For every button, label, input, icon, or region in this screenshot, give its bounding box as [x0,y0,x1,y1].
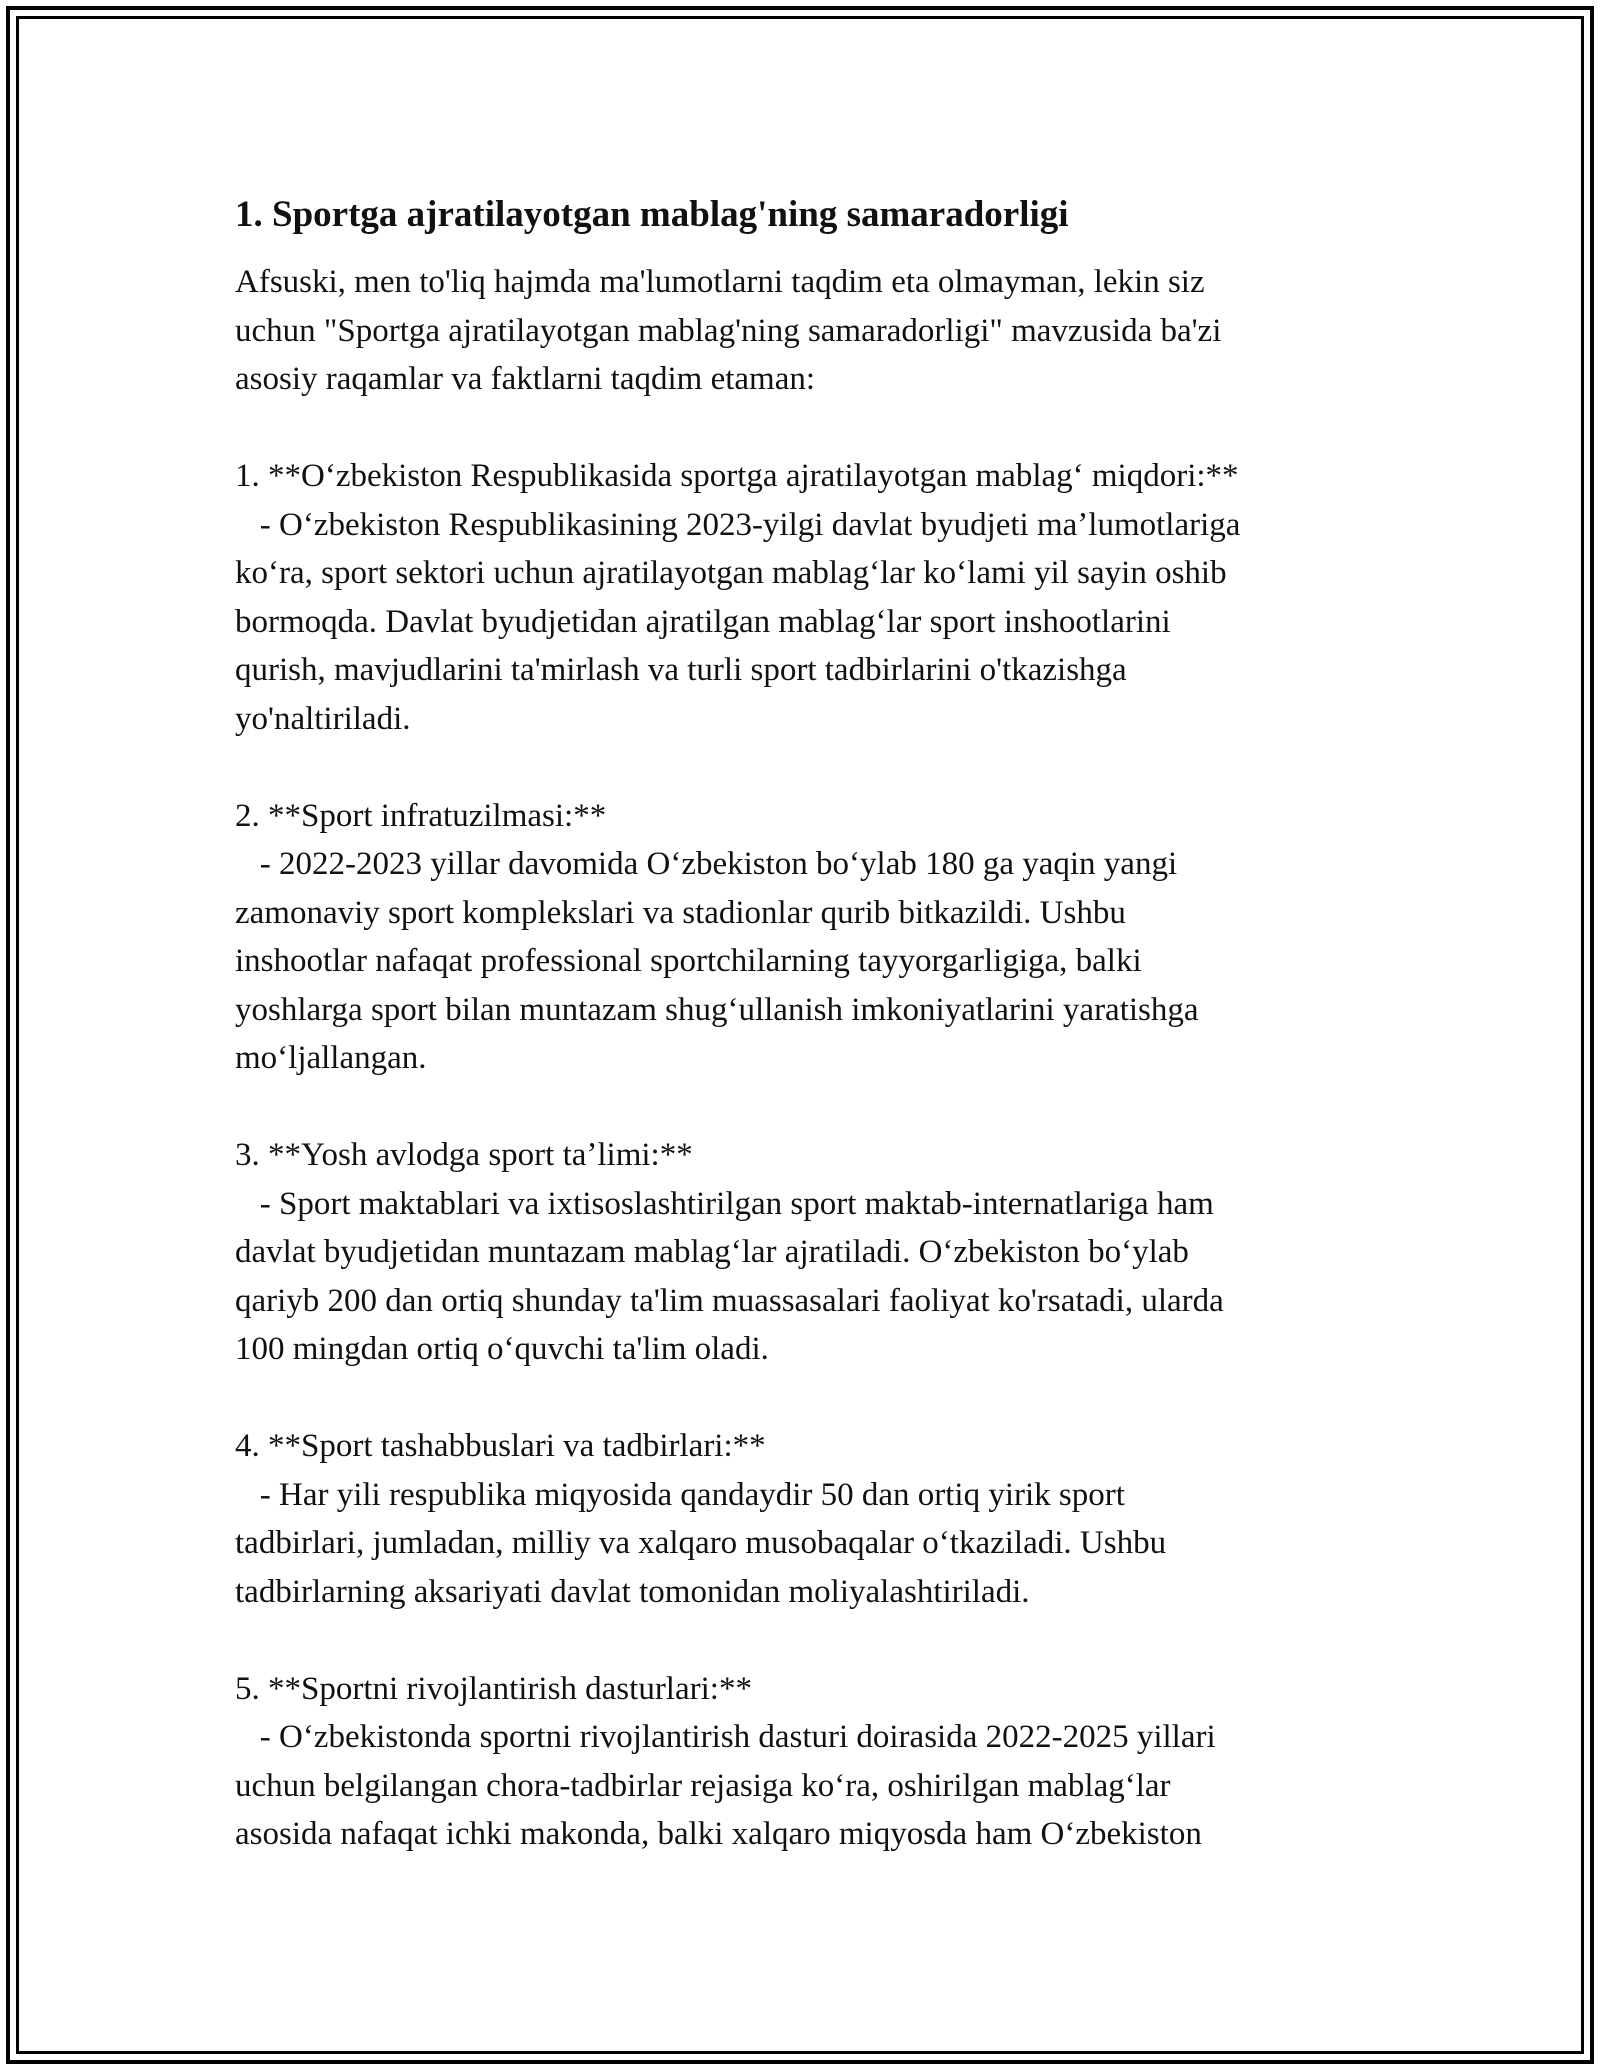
body-line: moʻljallangan. [235,1040,427,1076]
list-item-body [235,1180,1365,1374]
body-line: inshootlar nafaqat professional sportchilarning tayyorgarligiga, balki [235,943,1142,979]
list-item-title: 5. **Sportni rivojlantirish dasturlari:** [235,1670,752,1707]
body-line: tadbirlari, jumladan, milliy va xalqaro musobaqalar oʻtkaziladi. Ushbu [235,1525,1167,1561]
list-item-4 [235,1422,1365,1616]
body-line: yoshlarga sport bilan muntazam shugʻullanish imkoniyatlarini yaratishga [235,991,1199,1028]
list-item-body [235,840,1365,1083]
intro-line: uchun "Sportga ajratilayotgan mablag'ning samaradorligi" mavzusida ba'zi [235,312,1222,349]
body-line: - 2022-2023 yillar davomida Oʻzbekiston boʻylab 180 ga yaqin yangi [235,846,1178,882]
document-heading: 1. Sportga ajratilayotgan mablag'ning samaradorligi [235,194,1069,235]
body-line: - Oʻzbekistonda sportni rivojlantirish dasturi doirasida 2022-2025 yillari [235,1719,1216,1755]
intro-line: asosiy raqamlar va faktlarni taqdim etaman: [235,361,816,397]
body-line: tadbirlarning aksariyati davlat tomonidan moliyalashtiriladi. [235,1573,1030,1610]
body-line: davlat byudjetidan muntazam mablagʻlar ajratiladi. Oʻzbekiston boʻylab [235,1234,1189,1270]
list-item-title: 2. **Sport infratuzilmasi:** [235,797,607,834]
list-item-body [235,1713,1365,1859]
document-page [235,186,1365,1859]
list-item-2 [235,792,1365,1083]
body-line: 100 mingdan ortiq oʻquvchi ta'lim oladi. [235,1331,769,1367]
body-line: - Oʻzbekiston Respublikasining 2023-yilgi davlat byudjeti maʼlumotlariga [235,506,1241,543]
body-line: zamonaviy sport komplekslari va stadionlar qurib bitkazildi. Ushbu [235,894,1126,931]
list-item-title: 1. **Oʻzbekiston Respublikasida sportga ajratilayotgan mablagʻ miqdori:** [235,458,1239,494]
body-line: - Sport maktablari va ixtisoslashtirilgan sport maktab-internatlariga ham [235,1185,1214,1222]
list-item-3 [235,1131,1365,1374]
list-item-body [235,501,1365,744]
body-line: koʻra, sport sektori uchun ajratilayotgan mablagʻlar koʻlami yil sayin oshib [235,555,1227,591]
intro-line: Afsuski, men to'liq hajmda ma'lumotlarni taqdim eta olmayman, lekin siz [235,264,1205,300]
list-item-1 [235,452,1365,743]
list-item-5 [235,1665,1365,1859]
list-item-title: 4. **Sport tashabbuslari va tadbirlari:** [235,1428,766,1464]
body-line: qariyb 200 dan ortiq shunday ta'lim muassasalari faoliyat ko'rsatadi, ularda [235,1282,1224,1319]
list-item-title: 3. **Yosh avlodga sport taʼlimi:** [235,1137,693,1173]
body-line: yo'naltiriladi. [235,700,411,737]
body-line: asosida nafaqat ichki makonda, balki xalqaro miqyosda ham Oʻzbekiston [235,1816,1202,1852]
body-line: uchun belgilangan chora-tadbirlar rejasiga koʻra, oshirilgan mablagʻlar [235,1767,1171,1804]
list-item-body [235,1471,1365,1617]
body-line: - Har yili respublika miqyosida qandaydir 50 dan ortiq yirik sport [235,1476,1125,1513]
body-line: bormoqda. Davlat byudjetidan ajratilgan mablagʻlar sport inshootlarini [235,603,1171,640]
body-line: qurish, mavjudlarini ta'mirlash va turli sport tadbirlarini o'tkazishga [235,652,1127,688]
intro-paragraph [235,258,1365,404]
